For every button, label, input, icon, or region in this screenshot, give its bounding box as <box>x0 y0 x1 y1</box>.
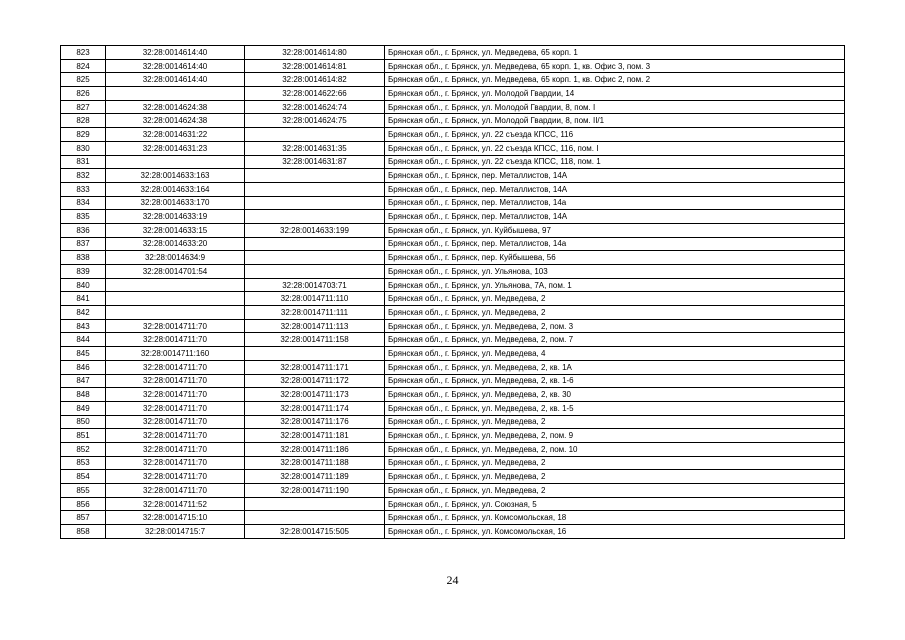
cell-address: Брянская обл., г. Брянск, ул. Комсомольская, 18 <box>385 511 845 525</box>
cell-row-number: 844 <box>61 333 106 347</box>
cell-address: Брянская обл., г. Брянск, ул. Куйбышева, 97 <box>385 223 845 237</box>
cell-land-cadastral-number: 32:28:0014633:163 <box>106 169 245 183</box>
cell-object-cadastral-number: 32:28:0014614:82 <box>245 73 385 87</box>
cell-object-cadastral-number: 32:28:0014711:174 <box>245 401 385 415</box>
cell-row-number: 849 <box>61 401 106 415</box>
cell-address: Брянская обл., г. Брянск, ул. Медведева, 2, пом. 10 <box>385 442 845 456</box>
cell-object-cadastral-number <box>245 196 385 210</box>
cell-address: Брянская обл., г. Брянск, ул. Медведева, 65 корп. 1 <box>385 46 845 60</box>
cell-object-cadastral-number: 32:28:0014711:158 <box>245 333 385 347</box>
cell-row-number: 839 <box>61 265 106 279</box>
cell-object-cadastral-number: 32:28:0014614:80 <box>245 46 385 60</box>
cell-row-number: 827 <box>61 100 106 114</box>
cell-address: Брянская обл., г. Брянск, ул. Медведева, 2 <box>385 415 845 429</box>
cell-land-cadastral-number: 32:28:0014711:70 <box>106 319 245 333</box>
cell-land-cadastral-number: 32:28:0014711:70 <box>106 401 245 415</box>
cell-row-number: 823 <box>61 46 106 60</box>
table-row <box>61 415 845 429</box>
cell-address: Брянская обл., г. Брянск, ул. Медведева, 2 <box>385 306 845 320</box>
cell-land-cadastral-number: 32:28:0014633:20 <box>106 237 245 251</box>
cell-object-cadastral-number: 32:28:0014711:110 <box>245 292 385 306</box>
cell-address: Брянская обл., г. Брянск, ул. 22 съезда КПСС, 118, пом. 1 <box>385 155 845 169</box>
cell-address: Брянская обл., г. Брянск, ул. Молодой Гвардии, 8, пом. II/1 <box>385 114 845 128</box>
cell-land-cadastral-number <box>106 306 245 320</box>
cell-object-cadastral-number: 32:28:0014711:171 <box>245 360 385 374</box>
table-row <box>61 128 845 142</box>
cell-address: Брянская обл., г. Брянск, ул. Медведева, 2 <box>385 292 845 306</box>
cell-object-cadastral-number: 32:28:0014711:111 <box>245 306 385 320</box>
cell-row-number: 828 <box>61 114 106 128</box>
cell-object-cadastral-number <box>245 511 385 525</box>
cell-object-cadastral-number <box>245 265 385 279</box>
cell-row-number: 838 <box>61 251 106 265</box>
cell-address: Брянская обл., г. Брянск, пер. Металлистов, 14А <box>385 210 845 224</box>
cell-row-number: 856 <box>61 497 106 511</box>
cell-object-cadastral-number <box>245 169 385 183</box>
cell-object-cadastral-number: 32:28:0014624:75 <box>245 114 385 128</box>
cell-land-cadastral-number: 32:28:0014711:70 <box>106 442 245 456</box>
cell-object-cadastral-number: 32:28:0014633:199 <box>245 223 385 237</box>
cell-land-cadastral-number: 32:28:0014711:70 <box>106 333 245 347</box>
cell-address: Брянская обл., г. Брянск, ул. Медведева, 2, кв. 1-5 <box>385 401 845 415</box>
table-row <box>61 87 845 101</box>
cell-land-cadastral-number: 32:28:0014711:70 <box>106 415 245 429</box>
cell-row-number: 829 <box>61 128 106 142</box>
cell-row-number: 836 <box>61 223 106 237</box>
cell-row-number: 825 <box>61 73 106 87</box>
cell-row-number: 853 <box>61 456 106 470</box>
cell-row-number: 824 <box>61 59 106 73</box>
cell-row-number: 850 <box>61 415 106 429</box>
cell-land-cadastral-number: 32:28:0014711:52 <box>106 497 245 511</box>
cell-row-number: 854 <box>61 470 106 484</box>
cell-row-number: 826 <box>61 87 106 101</box>
cell-object-cadastral-number <box>245 210 385 224</box>
table-row <box>61 292 845 306</box>
cell-land-cadastral-number: 32:28:0014711:70 <box>106 388 245 402</box>
cell-address: Брянская обл., г. Брянск, ул. Ульянова, 7А, пом. 1 <box>385 278 845 292</box>
cell-object-cadastral-number: 32:28:0014715:505 <box>245 525 385 539</box>
cell-address: Брянская обл., г. Брянск, ул. Медведева, 65 корп. 1, кв. Офис 2, пом. 2 <box>385 73 845 87</box>
cell-land-cadastral-number: 32:28:0014701:54 <box>106 265 245 279</box>
table-row <box>61 169 845 183</box>
cell-address: Брянская обл., г. Брянск, пер. Металлистов, 14А <box>385 169 845 183</box>
cell-land-cadastral-number: 32:28:0014614:40 <box>106 59 245 73</box>
cell-land-cadastral-number: 32:28:0014634:9 <box>106 251 245 265</box>
cell-land-cadastral-number: 32:28:0014614:40 <box>106 46 245 60</box>
cell-land-cadastral-number <box>106 292 245 306</box>
cell-address: Брянская обл., г. Брянск, ул. Ульянова, 103 <box>385 265 845 279</box>
table-row <box>61 265 845 279</box>
cell-land-cadastral-number <box>106 155 245 169</box>
cell-object-cadastral-number: 32:28:0014711:113 <box>245 319 385 333</box>
cell-land-cadastral-number: 32:28:0014715:10 <box>106 511 245 525</box>
cell-address: Брянская обл., г. Брянск, ул. Медведева, 2, пом. 7 <box>385 333 845 347</box>
cell-object-cadastral-number: 32:28:0014711:172 <box>245 374 385 388</box>
table-row <box>61 196 845 210</box>
cell-address: Брянская обл., г. Брянск, ул. 22 съезда КПСС, 116 <box>385 128 845 142</box>
cell-address: Брянская обл., г. Брянск, ул. Медведева, 4 <box>385 347 845 361</box>
table-row <box>61 401 845 415</box>
cell-row-number: 830 <box>61 141 106 155</box>
table-row <box>61 210 845 224</box>
table-row <box>61 347 845 361</box>
table-row <box>61 470 845 484</box>
cell-address: Брянская обл., г. Брянск, ул. Медведева, 2 <box>385 456 845 470</box>
cell-row-number: 852 <box>61 442 106 456</box>
cell-land-cadastral-number: 32:28:0014633:15 <box>106 223 245 237</box>
table-row <box>61 100 845 114</box>
cell-address: Брянская обл., г. Брянск, пер. Металлистов, 14а <box>385 237 845 251</box>
cell-address: Брянская обл., г. Брянск, ул. Медведева, 2, пом. 3 <box>385 319 845 333</box>
page-number: 24 <box>446 573 459 587</box>
cell-row-number: 840 <box>61 278 106 292</box>
cell-address: Брянская обл., г. Брянск, ул. Медведева, 2 <box>385 484 845 498</box>
table-row <box>61 333 845 347</box>
cell-address: Брянская обл., г. Брянск, ул. Молодой Гвардии, 8, пом. I <box>385 100 845 114</box>
cell-object-cadastral-number: 32:28:0014711:176 <box>245 415 385 429</box>
cell-address: Брянская обл., г. Брянск, ул. Молодой Гвардии, 14 <box>385 87 845 101</box>
cell-land-cadastral-number: 32:28:0014711:70 <box>106 374 245 388</box>
table-row <box>61 456 845 470</box>
cell-row-number: 842 <box>61 306 106 320</box>
property-registry-table <box>60 45 845 539</box>
cell-row-number: 837 <box>61 237 106 251</box>
cell-object-cadastral-number: 32:28:0014711:181 <box>245 429 385 443</box>
cell-row-number: 846 <box>61 360 106 374</box>
cell-address: Брянская обл., г. Брянск, ул. Медведева, 2, кв. 30 <box>385 388 845 402</box>
cell-object-cadastral-number <box>245 237 385 251</box>
cell-land-cadastral-number: 32:28:0014715:7 <box>106 525 245 539</box>
cell-object-cadastral-number: 32:28:0014624:74 <box>245 100 385 114</box>
cell-row-number: 831 <box>61 155 106 169</box>
cell-address: Брянская обл., г. Брянск, ул. Союзная, 5 <box>385 497 845 511</box>
table-row <box>61 223 845 237</box>
cell-row-number: 858 <box>61 525 106 539</box>
cell-row-number: 843 <box>61 319 106 333</box>
cell-land-cadastral-number: 32:28:0014631:23 <box>106 141 245 155</box>
cell-row-number: 834 <box>61 196 106 210</box>
cell-land-cadastral-number: 32:28:0014711:70 <box>106 429 245 443</box>
cell-land-cadastral-number: 32:28:0014624:38 <box>106 114 245 128</box>
cell-land-cadastral-number: 32:28:0014631:22 <box>106 128 245 142</box>
cell-object-cadastral-number: 32:28:0014614:81 <box>245 59 385 73</box>
cell-land-cadastral-number: 32:28:0014624:38 <box>106 100 245 114</box>
cell-object-cadastral-number <box>245 347 385 361</box>
cell-land-cadastral-number <box>106 278 245 292</box>
cell-land-cadastral-number: 32:28:0014633:164 <box>106 182 245 196</box>
table-row <box>61 511 845 525</box>
table-row <box>61 237 845 251</box>
table-row <box>61 46 845 60</box>
cell-object-cadastral-number <box>245 128 385 142</box>
table-row <box>61 155 845 169</box>
table-row <box>61 429 845 443</box>
cell-object-cadastral-number <box>245 251 385 265</box>
table-row <box>61 59 845 73</box>
table-row <box>61 306 845 320</box>
cell-land-cadastral-number: 32:28:0014711:160 <box>106 347 245 361</box>
cell-land-cadastral-number <box>106 87 245 101</box>
table-row <box>61 73 845 87</box>
table-row <box>61 442 845 456</box>
cell-row-number: 841 <box>61 292 106 306</box>
cell-land-cadastral-number: 32:28:0014711:70 <box>106 470 245 484</box>
cell-row-number: 857 <box>61 511 106 525</box>
cell-row-number: 847 <box>61 374 106 388</box>
cell-land-cadastral-number: 32:28:0014633:19 <box>106 210 245 224</box>
table-row <box>61 319 845 333</box>
cell-land-cadastral-number: 32:28:0014633:170 <box>106 196 245 210</box>
table-row <box>61 374 845 388</box>
cell-row-number: 845 <box>61 347 106 361</box>
cell-address: Брянская обл., г. Брянск, ул. Комсомольская, 16 <box>385 525 845 539</box>
cell-land-cadastral-number: 32:28:0014614:40 <box>106 73 245 87</box>
cell-address: Брянская обл., г. Брянск, пер. Металлистов, 14а <box>385 196 845 210</box>
table-row <box>61 278 845 292</box>
cell-object-cadastral-number: 32:28:0014622:66 <box>245 87 385 101</box>
cell-object-cadastral-number: 32:28:0014703:71 <box>245 278 385 292</box>
cell-row-number: 855 <box>61 484 106 498</box>
cell-address: Брянская обл., г. Брянск, ул. Медведева, 2, кв. 1-6 <box>385 374 845 388</box>
table-row <box>61 388 845 402</box>
cell-row-number: 832 <box>61 169 106 183</box>
table-row <box>61 182 845 196</box>
registry-table-body <box>61 46 845 539</box>
table-row <box>61 114 845 128</box>
cell-land-cadastral-number: 32:28:0014711:70 <box>106 360 245 374</box>
cell-object-cadastral-number <box>245 497 385 511</box>
cell-row-number: 833 <box>61 182 106 196</box>
cell-land-cadastral-number: 32:28:0014711:70 <box>106 456 245 470</box>
cell-address: Брянская обл., г. Брянск, пер. Металлистов, 14А <box>385 182 845 196</box>
cell-address: Брянская обл., г. Брянск, ул. Медведева, 2 <box>385 470 845 484</box>
cell-object-cadastral-number: 32:28:0014711:189 <box>245 470 385 484</box>
cell-address: Брянская обл., г. Брянск, ул. Медведева, 2, кв. 1А <box>385 360 845 374</box>
table-row <box>61 525 845 539</box>
cell-address: Брянская обл., г. Брянск, пер. Куйбышева, 56 <box>385 251 845 265</box>
cell-address: Брянская обл., г. Брянск, ул. 22 съезда КПСС, 116, пом. I <box>385 141 845 155</box>
cell-object-cadastral-number <box>245 182 385 196</box>
table-row <box>61 141 845 155</box>
table-row <box>61 251 845 265</box>
cell-row-number: 848 <box>61 388 106 402</box>
cell-object-cadastral-number: 32:28:0014711:188 <box>245 456 385 470</box>
cell-object-cadastral-number: 32:28:0014711:173 <box>245 388 385 402</box>
cell-address: Брянская обл., г. Брянск, ул. Медведева, 65 корп. 1, кв. Офис 3, пом. 3 <box>385 59 845 73</box>
cell-address: Брянская обл., г. Брянск, ул. Медведева, 2, пом. 9 <box>385 429 845 443</box>
cell-object-cadastral-number: 32:28:0014711:186 <box>245 442 385 456</box>
cell-row-number: 835 <box>61 210 106 224</box>
cell-object-cadastral-number: 32:28:0014711:190 <box>245 484 385 498</box>
table-row <box>61 484 845 498</box>
cell-object-cadastral-number: 32:28:0014631:35 <box>245 141 385 155</box>
cell-row-number: 851 <box>61 429 106 443</box>
table-row <box>61 497 845 511</box>
table-row <box>61 360 845 374</box>
cell-object-cadastral-number: 32:28:0014631:87 <box>245 155 385 169</box>
cell-land-cadastral-number: 32:28:0014711:70 <box>106 484 245 498</box>
